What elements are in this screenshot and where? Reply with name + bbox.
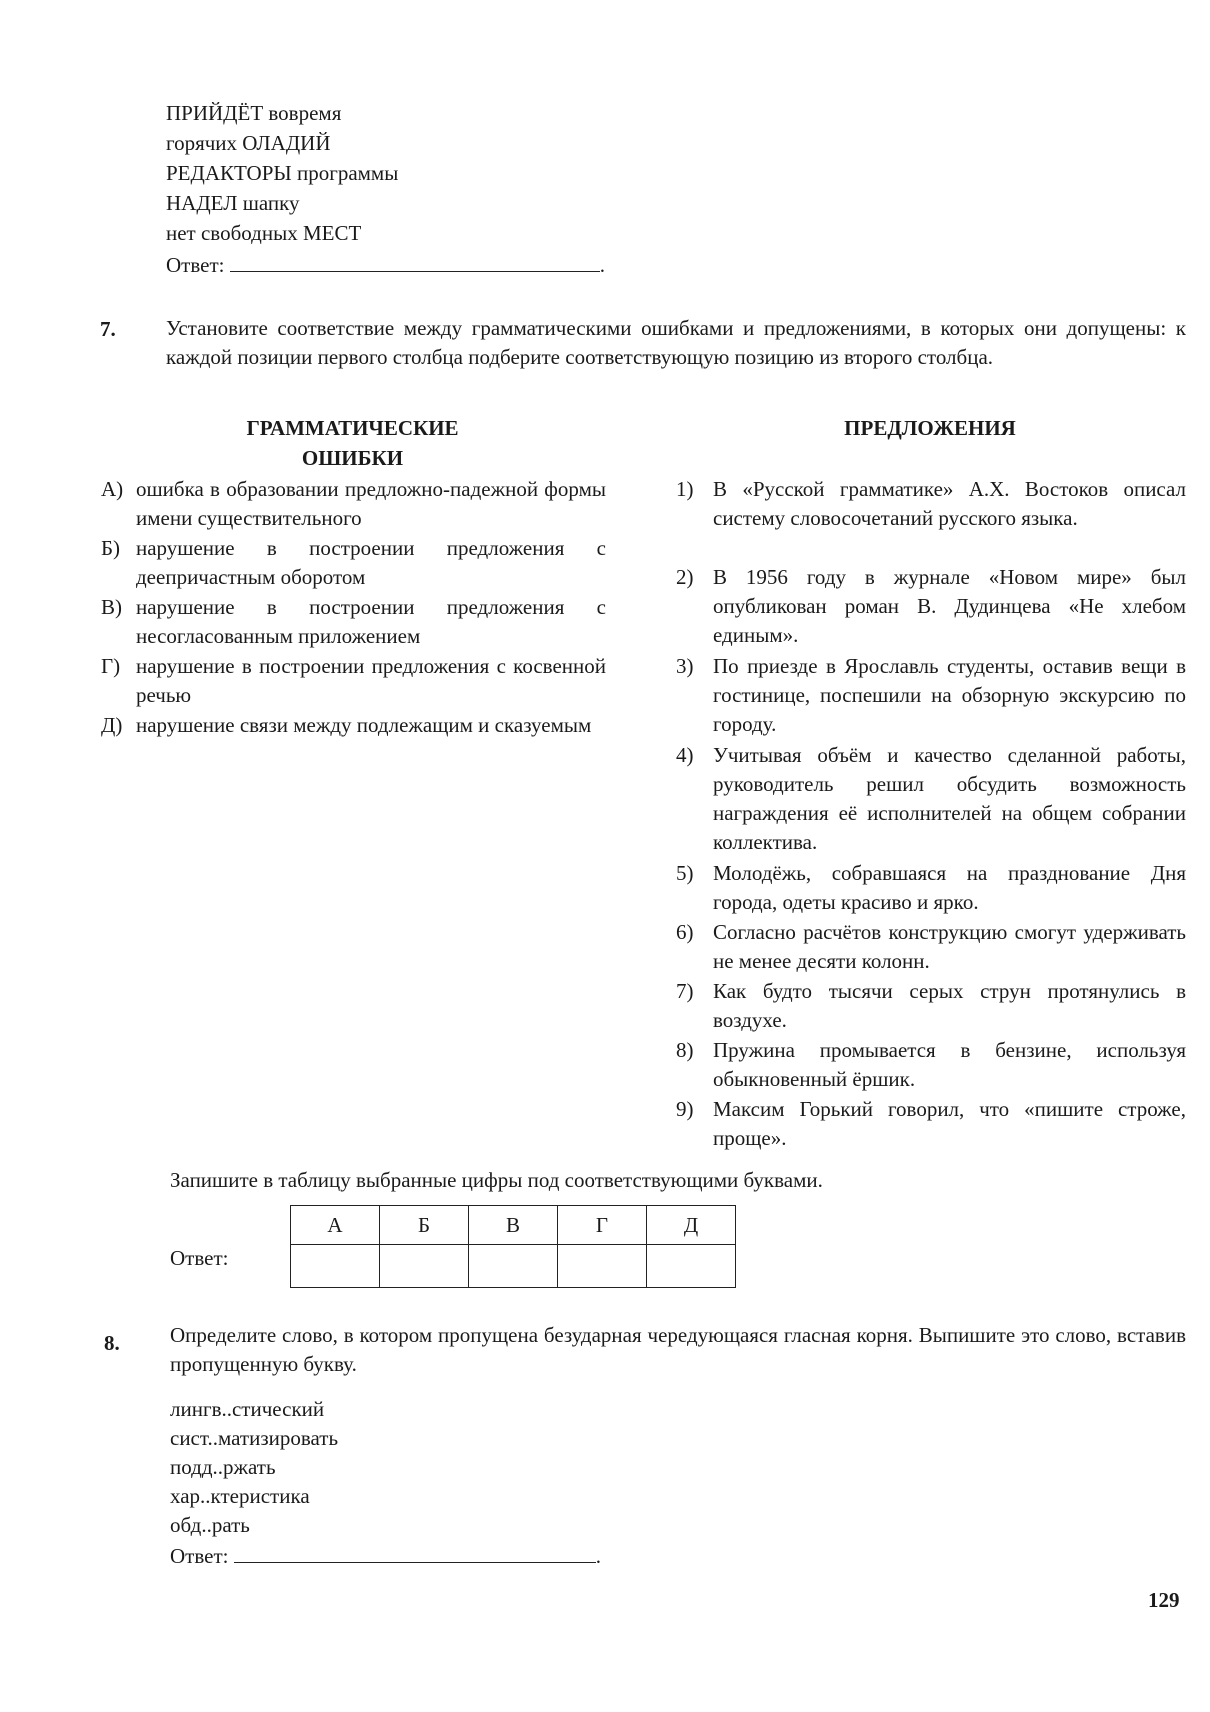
task-8-word-2: сист..матизировать <box>170 1426 339 1450</box>
sentence-text: Молодёжь, собравшаяся на празднование Дня города, одеты красиво и ярко. <box>713 861 1186 914</box>
answer-label: Ответ: <box>170 1544 229 1568</box>
sentence-item <box>676 1095 1186 1153</box>
sentence-text: В 1956 году в журнале «Новом мире» был опубликован роман В. Дудинцева «Не хлебом единым». <box>713 565 1186 647</box>
sentence-label: 8) <box>676 1038 694 1062</box>
error-text: нарушение в построении предложения с косвенной речью <box>136 654 606 707</box>
answer-field[interactable] <box>230 251 600 272</box>
word-option-4: НАДЕЛ шапку <box>166 191 300 215</box>
sentence-item <box>676 475 1186 533</box>
sentence-text: Согласно расчётов конструкцию смогут удерживать не менее десяти колонн. <box>713 920 1186 973</box>
task-8-word-4: хар..ктеристика <box>170 1484 310 1508</box>
table-cell-a[interactable] <box>291 1245 380 1288</box>
word-option-1: ПРИЙДЁТ вовремя <box>166 101 342 125</box>
task-7-instruction: Установите соответствие между грамматическими ошибками и предложениями, в которых они допущены: к каждой позиции первого столбца подберите соответствующую позицию из второго столбца. <box>166 316 1186 369</box>
table-header-v: В <box>469 1206 558 1245</box>
task-8-answer-row <box>170 1542 601 1571</box>
sentences-column-header: ПРЕДЛОЖЕНИЯ <box>844 416 1016 440</box>
sentence-label: 3) <box>676 654 694 678</box>
sentence-label: 5) <box>676 861 694 885</box>
answer-period: . <box>599 253 605 277</box>
sentence-text: Учитывая объём и качество сделанной работы, руководитель решил обсудить возможность награждения её исполнителей на общем собрании коллектива. <box>713 743 1186 854</box>
answer-table <box>290 1205 736 1288</box>
page-number: 129 <box>1148 1588 1180 1612</box>
errors-header-line-2: ОШИБКИ <box>301 446 404 470</box>
error-text: ошибка в образовании предложно-падежной формы имени существительного <box>136 477 606 530</box>
error-item <box>101 652 606 710</box>
sentence-item <box>676 977 1186 1035</box>
table-cell-g[interactable] <box>558 1245 647 1288</box>
error-label: Б) <box>101 536 121 560</box>
table-cell-v[interactable] <box>469 1245 558 1288</box>
task-8-instruction: Определите слово, в котором пропущена безударная чередующаяся гласная корня. Выпишите это слово, вставив пропущенную букву. <box>170 1323 1186 1376</box>
table-cell-b[interactable] <box>380 1245 469 1288</box>
task-8-answer-field[interactable] <box>234 1542 596 1563</box>
answer-period: . <box>595 1544 601 1568</box>
table-header-b: Б <box>380 1206 469 1245</box>
error-item <box>101 711 606 740</box>
sentence-label: 7) <box>676 979 694 1003</box>
sentence-item <box>676 652 1186 739</box>
sentence-label: 2) <box>676 565 694 589</box>
sentence-text: По приезде в Ярославль студенты, оставив вещи в гостинице, поспешили на обзорную экскурсию по городу. <box>713 654 1186 736</box>
sentence-text: Как будто тысячи серых струн протянулись в воздухе. <box>713 979 1186 1032</box>
sentence-label: 6) <box>676 920 694 944</box>
error-label: Д) <box>101 713 123 737</box>
sentence-text: Максим Горький говорил, что «пишите строже, проще». <box>713 1097 1186 1150</box>
task-7-number: 7. <box>100 317 116 341</box>
answer-label: Ответ: <box>166 253 225 277</box>
task-8-word-5: обд..рать <box>170 1513 250 1537</box>
sentence-text: В «Русской грамматике» А.Х. Востоков описал систему словосочетаний русского языка. <box>713 477 1186 530</box>
error-label: А) <box>101 477 124 501</box>
errors-header-line-1: ГРАММАТИЧЕСКИЕ <box>246 416 459 440</box>
sentence-label: 1) <box>676 477 694 501</box>
error-label: Г) <box>101 654 121 678</box>
word-option-3: РЕДАКТОРЫ программы <box>166 161 399 185</box>
sentence-item <box>676 918 1186 976</box>
word-option-2: горячих ОЛАДИЙ <box>166 131 331 155</box>
table-header-d: Д <box>647 1206 736 1245</box>
error-text: нарушение в построении предложения с деепричастным оборотом <box>136 536 606 589</box>
sentence-item <box>676 563 1186 650</box>
sentence-item <box>676 741 1186 857</box>
word-option-5: нет свободных МЕСТ <box>166 221 362 245</box>
task-8-word-1: лингв..стический <box>170 1397 325 1421</box>
table-header-a: А <box>291 1206 380 1245</box>
answer-row-top <box>166 251 605 280</box>
errors-column-header <box>205 413 500 473</box>
error-label: В) <box>101 595 122 619</box>
error-text: нарушение связи между подлежащим и сказуемым <box>136 713 592 737</box>
error-item <box>101 475 606 533</box>
table-cell-d[interactable] <box>647 1245 736 1288</box>
error-item <box>101 593 606 651</box>
sentence-item <box>676 1036 1186 1094</box>
task-8-word-3: подд..ржать <box>170 1455 276 1479</box>
error-item <box>101 534 606 592</box>
task-7-answer-label: Ответ: <box>170 1246 229 1270</box>
sentence-item <box>676 859 1186 917</box>
error-text: нарушение в построении предложения с несогласованным приложением <box>136 595 606 648</box>
sentence-text: Пружина промывается в бензине, используя обыкновенный ёршик. <box>713 1038 1186 1091</box>
task-8-number: 8. <box>104 1331 120 1355</box>
table-instruction: Запишите в таблицу выбранные цифры под соответствующими буквами. <box>170 1168 823 1192</box>
sentence-label: 9) <box>676 1097 694 1121</box>
table-header-g: Г <box>558 1206 647 1245</box>
sentence-label: 4) <box>676 743 694 767</box>
